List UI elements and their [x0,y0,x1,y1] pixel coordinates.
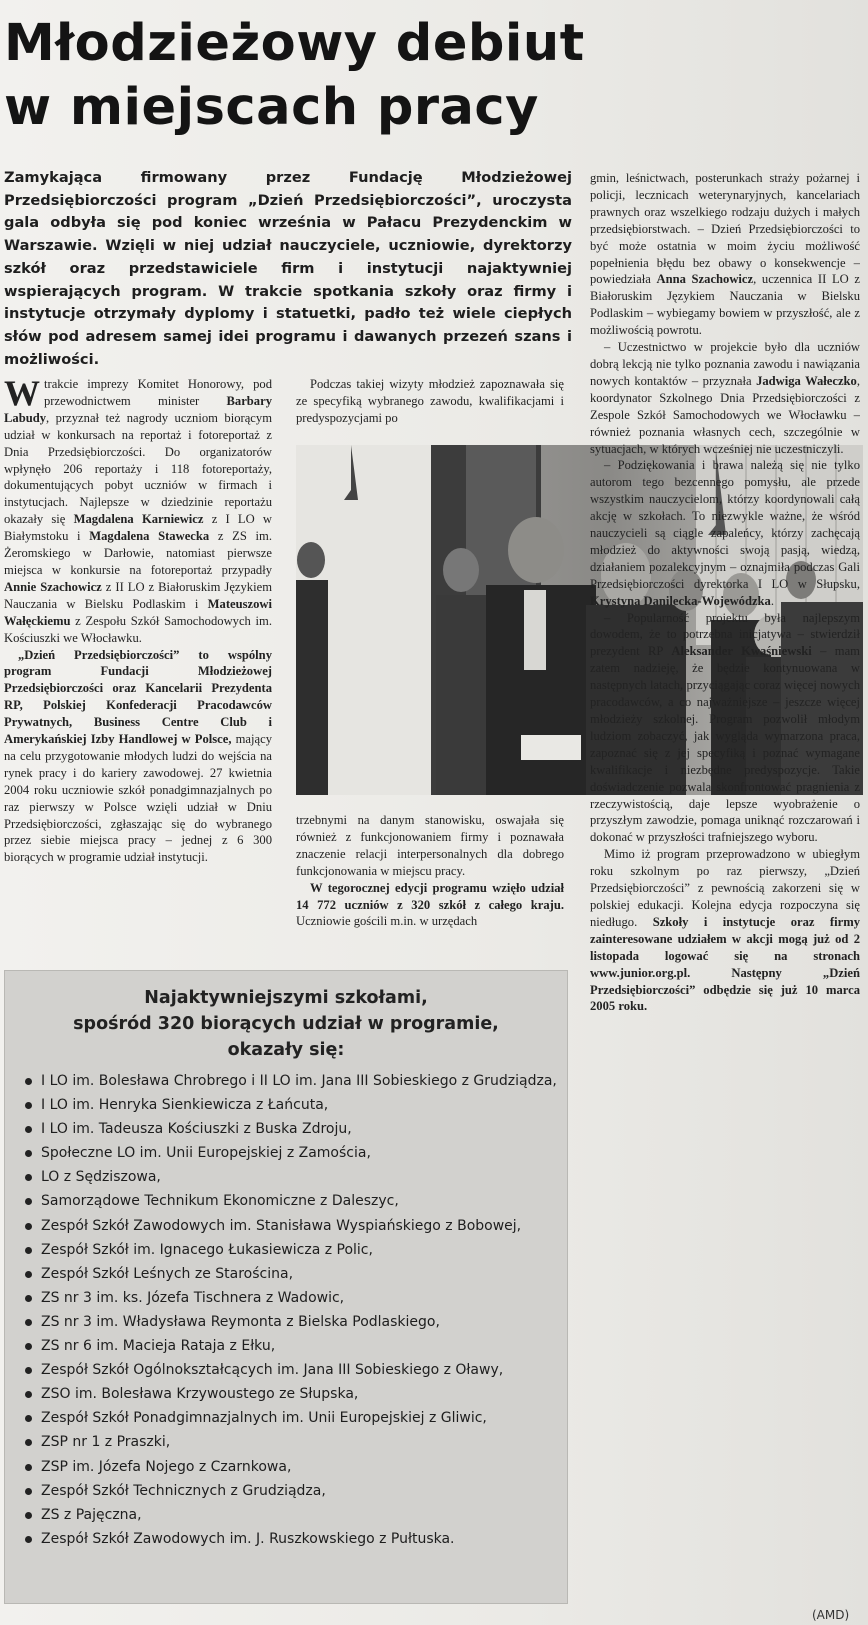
column-middle-paragraph-1: Podczas takiej wizyty młodzież zapoznawała się ze specyfiką wybranego zawodu, kwalifikacjami i predyspozycjami po [296,377,564,425]
list-item: I LO im. Henryka Sienkiewicza z Łańcuta, [25,1093,567,1117]
list-item: ZS nr 3 im. ks. Józefa Tischnera z Wadowic, [25,1286,567,1310]
box-title-line-1: Najaktywniejszymi szkołami, [144,988,428,1008]
text-fragment: – mam zatem nadzieję, że będzie kontynuowana w następnych latach, przyciągając coraz więcej nowych pracodawców, a co najważniejsze – jeszcze więcej młodzieży szkolnej. Program pozwolił młodym ludziom zobaczyć, jak wygląda wymarzona praca, zapoznać się z jej specyfiką i poznać wymagane kwalifikacje i niezbędne predyspozycje. Takie doświadczenie pozwala skonfrontować pragnienia z rzeczywistością, daje lepsze wyobrażenie o przyszłym zawodzie, pomaga uniknąć rozczarowań i dokonać w przyszłości trafniejszego wyboru. [590,644,860,845]
schools-list [5,1069,567,1551]
article-column-middle-top [296,376,564,432]
column-right-paragraph-3 [590,457,860,609]
text-fragment: trakcie imprezy Komitet Honorowy, pod przewodnictwem minister [44,377,272,408]
box-title-line-2: spośród 320 biorących udział w programie, [73,1014,499,1034]
text-fragment: – Uczestnictwo w projekcie było dla uczniów dobrą lekcją nie tylko poznania zawodu i nawiązania nowych kontaktów – przyznała [590,340,860,388]
bold-text: W tegorocznej edycji programu wzięło udział 14 772 uczniów z 320 szkół z całego kraju. [296,880,564,912]
text-fragment: . [770,593,775,608]
text-fragment: Mimo iż program przeprowadzono w ubiegłym roku szkolnym po raz pierwszy, „Dzień Przedsiębiorczości” z pewnością zakorzeni się w polskiej edukacji. Kolejna edycja rozpoczyna się niedługo. [590,847,860,929]
text-fragment: z I LO w Białymstoku i [4,512,272,544]
text-fragment: z ZS im. Żeromskiego w Darłowie, natomiast pierwsze miejsca w konkursie na fotoreportaż przypadły [4,529,272,577]
drop-cap: W [4,376,40,413]
list-item: I LO im. Bolesława Chrobrego i II LO im. Jana III Sobieskiego z Grudziądza, [25,1069,567,1093]
article-headline [4,12,604,140]
text-fragment: gmin, leśnictwach, posterunkach straży pożarnej i policji, lecznicach weterynaryjnych, kancelariach prawnych oraz wszelkiego rodzaju dużych i małych przedsiębiorstwach. – Dzień Przedsiębiorczości to być może ostatnia w moim życiu możliwość popełnienia błędu bez obawy o konsekwencje – powiedziała [590,171,860,287]
person-name: Krystyna Danilecka-Wojewódzka [590,593,771,608]
list-item: I LO im. Tadeusza Kościuszki z Buska Zdroju, [25,1117,567,1141]
bold-text: „Dzień Przedsiębiorczości” to wspólny program Fundacji Młodzieżowej Przedsiębiorczości oraz Kancelarii Prezydenta RP, Polskiej Konfederacji Pracodawców Prywatnych, Business Centre Club i Amerykańskiej Izby Handlowej w Polsce, [4,647,272,747]
article-column-right [590,170,860,1610]
list-item: ZSP nr 1 z Praszki, [25,1430,567,1454]
box-title [5,985,567,1063]
box-title-line-3: okazały się: [227,1040,345,1060]
person-name: Mateuszowi Wałęckiemu [4,596,272,628]
text-fragment: mający na celu przygotowanie młodych ludzi do wejścia na rynek pracy i do kariery zawodowej. 27 kwietnia 2004 roku uczniowie szkół ponadgimnazjalnych po raz pierwszy w Polsce wzięli udział w Dniu Przedsiębiorczości, zgłaszając się do wybranego przez siebie miejsca pracy – jednej z 6 300 biorących w programie udział instytucji. [4,732,272,865]
list-item: ZS z Pajęczna, [25,1503,567,1527]
list-item: ZSO im. Bolesława Krzywoustego ze Słupska, [25,1382,567,1406]
list-item: Zespół Szkół Ponadgimnazjalnych im. Unii Europejskiej z Gliwic, [25,1406,567,1430]
author-signature: (AMD) [812,1608,850,1622]
schools-sidebar-box [4,970,568,1604]
column-middle-paragraph-2: trzebnymi na danym stanowisku, oswajała się również z funkcjonowaniem firmy i poznawała znaczenie relacji interpersonalnych dla dobrego funkcjonowania w miejscu pracy. [296,813,564,878]
list-item: LO z Sędziszowa, [25,1165,567,1189]
person-name: Magdalena Stawecka [89,529,210,544]
list-item: Zespół Szkół Zawodowych im. J. Ruszkowskiego z Pułtuska. [25,1527,567,1551]
list-item: Społeczne LO im. Unii Europejskiej z Zamościa, [25,1141,567,1165]
column-right-paragraph-4 [590,610,860,847]
text-fragment: Uczniowie gościli m.in. w urzędach [296,914,478,929]
column-left-paragraph-1 [4,376,272,647]
text-fragment: z Zespołu Szkół Samochodowych im. Kościuszki we Włocławku. [4,613,272,645]
text-fragment: z II LO z Białoruskim Językiem Nauczania w Bielsku Podlaskim i [4,579,272,611]
person-name: Anna Szachowicz [656,272,754,287]
column-right-paragraph-5 [590,846,860,1015]
person-name: Magdalena Karniewicz [73,512,204,527]
person-name: Jadwiga Wałeczko [756,373,857,388]
list-item: ZS nr 6 im. Macieja Rataja z Ełku, [25,1334,567,1358]
column-right-paragraph-1 [590,170,860,339]
list-item: ZS nr 3 im. Władysława Reymonta z Bielska Podlaskiego, [25,1310,567,1334]
bold-text: Szkoły i instytucje oraz firmy zainteresowane udziałem w akcji mogą już od 2 listopada logować się na stronach www.junior.org.pl. Następny „Dzień Przedsiębiorczości” odbędzie się już 10 marca 2005 roku. [590,914,860,1014]
article-column-left [4,376,272,951]
list-item: Zespół Szkół Ogólnokształcących im. Jana III Sobieskiego z Oławy, [25,1358,567,1382]
column-right-paragraph-2 [590,339,860,457]
list-item: Zespół Szkół Leśnych ze Starościna, [25,1262,567,1286]
text-fragment: – Popularność projektu była najlepszym dowodem, że to potrzebna inicjatywa – stwierdził prezydent RP [590,610,860,659]
headline-line-1: Młodzieżowy debiut [4,14,585,73]
headline-line-2: w miejscach pracy [4,78,539,137]
article-lead: Zamykająca firmowany przez Fundację Młodzieżowej Przedsiębiorczości program „Dzień Przedsiębiorczości”, uroczysta gala odbyła się pod koniec września w Pałacu Prezydenckim w Warszawie. Wzięli w niej udział nauczyciele, uczniowie, dyrektorzy szkół oraz przedstawiciele firm i instytucji najaktywniej wspierających program. W trakcie spotkania szkoły oraz firmy i instytucje otrzymały dyplomy i statuetki, padło też wiele ciepłych słów pod adresem samej idei programu i dawanych przezeń szans i możliwości. [4,169,572,368]
list-item: Zespół Szkół Zawodowych im. Stanisława Wyspiańskiego z Bobowej, [25,1214,567,1238]
column-middle-paragraph-3 [296,880,564,931]
person-name: Aleksander Kwaśniewski [671,644,812,659]
text-fragment: , przyznał też nagrody uczniom biorącym udział w konkursach na reportaż i fotoreportaż z Dnia Przedsiębiorczości. Do organizatorów wpłynęło 206 reportaży i 118 fotoreportaży, dokumentujących pobyt uczniów w firmach i instytucjach. Najlepsze w dziedzinie reportażu okazały się [4,410,272,527]
text-fragment: – Podziękowania i brawa należą się nie tylko autorom tego bezcennego pomysłu, ale przede wszystkim nauczycielom, którzy koordynowali całą akcję w szkołach. To niezwykle ważne, że wśród nauczycieli są ciągle zapaleńcy, którzy zachęcają młodzież do aktywności swoją pasją, wiedzą, działaniem pozalekcyjnym – oznajmiła podczas Gali Przedsiębiorczości dyrektorka I LO w Słupsku, [590,458,860,591]
person-name: Barbary Labudy [4,393,272,425]
text-fragment: , uczennica II LO z Białoruskim Językiem Nauczania w Bielsku Podlaskim – wybiegamy bowiem w przyszłość, ale z możliwością powrotu. [590,272,860,338]
person-name: Annie Szachowicz [4,579,102,594]
list-item: Samorządowe Technikum Ekonomiczne z Daleszyc, [25,1189,567,1213]
list-item: Zespół Szkół im. Ignacego Łukasiewicza z Polic, [25,1238,567,1262]
list-item: ZSP im. Józefa Nojego z Czarnkowa, [25,1455,567,1479]
list-item: Zespół Szkół Technicznych z Grudziądza, [25,1479,567,1503]
column-left-paragraph-2 [4,647,272,867]
text-fragment: , koordynator Szkolnego Dnia Przedsiębiorczości z Zespole Szkół Samochodowych we Włocławku – również poznania własnych cech, szczególnie w sytuacjach, w których wcześniej nie uczestniczyli. [590,373,860,456]
article-column-middle-bottom [296,812,564,952]
